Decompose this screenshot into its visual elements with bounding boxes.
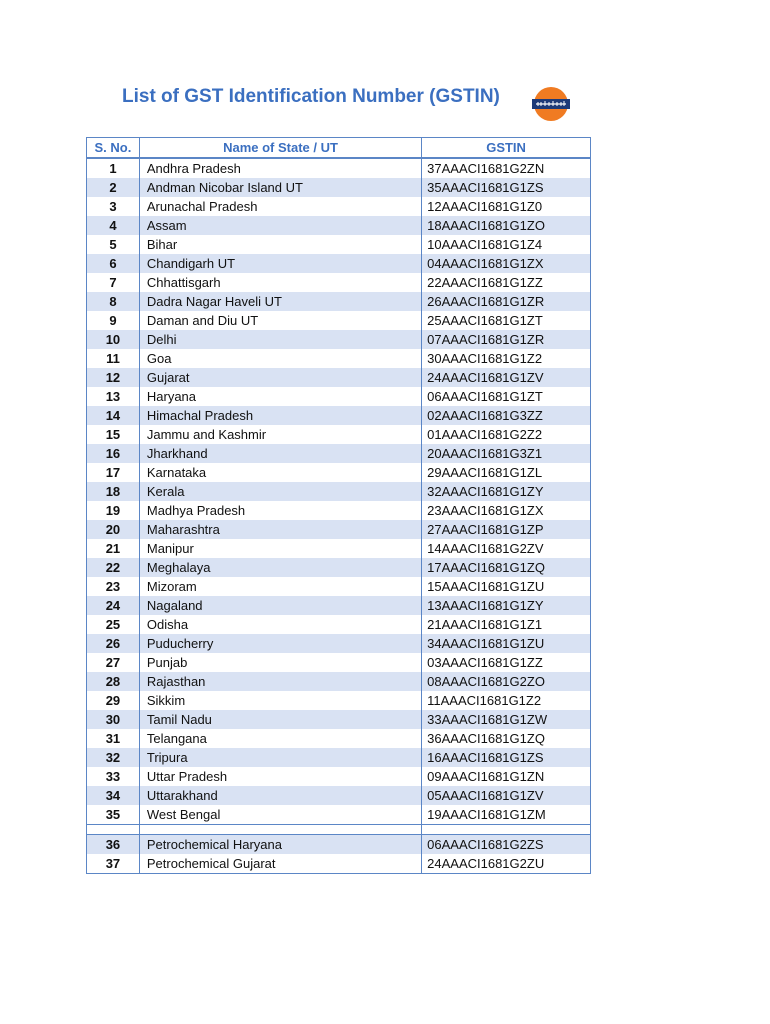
- gstin-cell: 05AAACI1681G1ZV: [422, 786, 591, 805]
- state-name-cell: Karnataka: [139, 463, 421, 482]
- gstin-cell: 11AAACI1681G1Z2: [422, 691, 591, 710]
- serial-number-cell: 7: [87, 273, 140, 292]
- gstin-cell: 29AAACI1681G1ZL: [422, 463, 591, 482]
- state-name-cell: Chandigarh UT: [139, 254, 421, 273]
- state-name-cell: Bihar: [139, 235, 421, 254]
- serial-number-cell: 21: [87, 539, 140, 558]
- gstin-cell: 06AAACI1681G2ZS: [422, 835, 591, 855]
- column-header-sno: S. No.: [87, 138, 140, 159]
- gstin-cell: 17AAACI1681G1ZQ: [422, 558, 591, 577]
- serial-number-cell: 10: [87, 330, 140, 349]
- state-name-cell: Arunachal Pradesh: [139, 197, 421, 216]
- gstin-cell: 10AAACI1681G1Z4: [422, 235, 591, 254]
- state-name-cell: West Bengal: [139, 805, 421, 825]
- state-name-cell: Daman and Diu UT: [139, 311, 421, 330]
- serial-number-cell: 13: [87, 387, 140, 406]
- serial-number-cell: 19: [87, 501, 140, 520]
- serial-number-cell: 12: [87, 368, 140, 387]
- gstin-cell: 34AAACI1681G1ZU: [422, 634, 591, 653]
- serial-number-cell: 35: [87, 805, 140, 825]
- table-row: [87, 691, 591, 710]
- serial-number-cell: 17: [87, 463, 140, 482]
- table-row: [87, 387, 591, 406]
- state-name-cell: Petrochemical Gujarat: [139, 854, 421, 874]
- gstin-cell: 23AAACI1681G1ZX: [422, 501, 591, 520]
- serial-number-cell: 22: [87, 558, 140, 577]
- table-header-row: [87, 138, 591, 159]
- table-row: [87, 634, 591, 653]
- serial-number-cell: 28: [87, 672, 140, 691]
- table-row: [87, 710, 591, 729]
- gstin-cell: 15AAACI1681G1ZU: [422, 577, 591, 596]
- table-row: [87, 197, 591, 216]
- spacer-cell: [139, 825, 421, 835]
- table-row: [87, 311, 591, 330]
- gstin-cell: 04AAACI1681G1ZX: [422, 254, 591, 273]
- gstin-cell: 07AAACI1681G1ZR: [422, 330, 591, 349]
- serial-number-cell: 27: [87, 653, 140, 672]
- gstin-cell: 22AAACI1681G1ZZ: [422, 273, 591, 292]
- table-body: [87, 158, 591, 874]
- serial-number-cell: 33: [87, 767, 140, 786]
- gstin-cell: 26AAACI1681G1ZR: [422, 292, 591, 311]
- serial-number-cell: 1: [87, 158, 140, 178]
- spacer-cell: [422, 825, 591, 835]
- state-name-cell: Sikkim: [139, 691, 421, 710]
- state-name-cell: Tripura: [139, 748, 421, 767]
- table-row: [87, 577, 591, 596]
- serial-number-cell: 9: [87, 311, 140, 330]
- serial-number-cell: 16: [87, 444, 140, 463]
- state-name-cell: Uttar Pradesh: [139, 767, 421, 786]
- table-row: [87, 254, 591, 273]
- serial-number-cell: 11: [87, 349, 140, 368]
- state-name-cell: Odisha: [139, 615, 421, 634]
- gstin-cell: 01AAACI1681G2Z2: [422, 425, 591, 444]
- gstin-cell: 06AAACI1681G1ZT: [422, 387, 591, 406]
- state-name-cell: Petrochemical Haryana: [139, 835, 421, 855]
- gstin-cell: 36AAACI1681G1ZQ: [422, 729, 591, 748]
- serial-number-cell: 4: [87, 216, 140, 235]
- gstin-cell: 27AAACI1681G1ZP: [422, 520, 591, 539]
- state-name-cell: Andhra Pradesh: [139, 158, 421, 178]
- table-row: [87, 835, 591, 855]
- gstin-cell: 20AAACI1681G3Z1: [422, 444, 591, 463]
- table-row: [87, 482, 591, 501]
- page-title: List of GST Identification Number (GSTIN): [122, 86, 500, 107]
- state-name-cell: Kerala: [139, 482, 421, 501]
- table-row: [87, 558, 591, 577]
- table-row: [87, 158, 591, 178]
- gstin-cell: 13AAACI1681G1ZY: [422, 596, 591, 615]
- table-row: [87, 672, 591, 691]
- gstin-cell: 18AAACI1681G1ZO: [422, 216, 591, 235]
- table-row: [87, 273, 591, 292]
- serial-number-cell: 20: [87, 520, 140, 539]
- state-name-cell: Andman Nicobar Island UT: [139, 178, 421, 197]
- state-name-cell: Goa: [139, 349, 421, 368]
- gstin-cell: 25AAACI1681G1ZT: [422, 311, 591, 330]
- serial-number-cell: 30: [87, 710, 140, 729]
- gstin-cell: 30AAACI1681G1Z2: [422, 349, 591, 368]
- serial-number-cell: 32: [87, 748, 140, 767]
- gstin-cell: 09AAACI1681G1ZN: [422, 767, 591, 786]
- column-header-state: Name of State / UT: [139, 138, 421, 159]
- serial-number-cell: 37: [87, 854, 140, 874]
- table-row: [87, 786, 591, 805]
- table-row: [87, 729, 591, 748]
- gstin-cell: 37AAACI1681G2ZN: [422, 158, 591, 178]
- table-row: [87, 748, 591, 767]
- table-row: [87, 216, 591, 235]
- table-row: [87, 767, 591, 786]
- table-spacer-row: [87, 825, 591, 835]
- serial-number-cell: 25: [87, 615, 140, 634]
- gstin-cell: 19AAACI1681G1ZM: [422, 805, 591, 825]
- gstin-cell: 35AAACI1681G1ZS: [422, 178, 591, 197]
- serial-number-cell: 15: [87, 425, 140, 444]
- table-row: [87, 501, 591, 520]
- serial-number-cell: 31: [87, 729, 140, 748]
- state-name-cell: Nagaland: [139, 596, 421, 615]
- table-row: [87, 292, 591, 311]
- gstin-cell: 16AAACI1681G1ZS: [422, 748, 591, 767]
- state-name-cell: Tamil Nadu: [139, 710, 421, 729]
- gstin-cell: 03AAACI1681G1ZZ: [422, 653, 591, 672]
- state-name-cell: Chhattisgarh: [139, 273, 421, 292]
- serial-number-cell: 6: [87, 254, 140, 273]
- serial-number-cell: 3: [87, 197, 140, 216]
- table-row: [87, 520, 591, 539]
- state-name-cell: Uttarakhand: [139, 786, 421, 805]
- state-name-cell: Dadra Nagar Haveli UT: [139, 292, 421, 311]
- state-name-cell: Haryana: [139, 387, 421, 406]
- gstin-cell: 24AAACI1681G1ZV: [422, 368, 591, 387]
- gstin-cell: 12AAACI1681G1Z0: [422, 197, 591, 216]
- state-name-cell: Meghalaya: [139, 558, 421, 577]
- table-row: [87, 539, 591, 558]
- table-row: [87, 805, 591, 825]
- state-name-cell: Jammu and Kashmir: [139, 425, 421, 444]
- table-row: [87, 653, 591, 672]
- serial-number-cell: 8: [87, 292, 140, 311]
- table-row: [87, 854, 591, 874]
- table-row: [87, 615, 591, 634]
- state-name-cell: Mizoram: [139, 577, 421, 596]
- gstin-cell: 32AAACI1681G1ZY: [422, 482, 591, 501]
- serial-number-cell: 29: [87, 691, 140, 710]
- table-row: [87, 235, 591, 254]
- state-name-cell: Maharashtra: [139, 520, 421, 539]
- table-row: [87, 596, 591, 615]
- state-name-cell: Delhi: [139, 330, 421, 349]
- gstin-cell: 14AAACI1681G2ZV: [422, 539, 591, 558]
- table-row: [87, 463, 591, 482]
- serial-number-cell: 24: [87, 596, 140, 615]
- state-name-cell: Puducherry: [139, 634, 421, 653]
- indianoil-logo-icon: [528, 86, 574, 122]
- gstin-table: [86, 137, 591, 874]
- gstin-cell: 24AAACI1681G2ZU: [422, 854, 591, 874]
- state-name-cell: Jharkhand: [139, 444, 421, 463]
- table-row: [87, 178, 591, 197]
- spacer-cell: [87, 825, 140, 835]
- serial-number-cell: 23: [87, 577, 140, 596]
- gstin-cell: 33AAACI1681G1ZW: [422, 710, 591, 729]
- column-header-gstin: GSTIN: [422, 138, 591, 159]
- state-name-cell: Assam: [139, 216, 421, 235]
- state-name-cell: Rajasthan: [139, 672, 421, 691]
- table-row: [87, 444, 591, 463]
- table-row: [87, 349, 591, 368]
- state-name-cell: Gujarat: [139, 368, 421, 387]
- state-name-cell: Himachal Pradesh: [139, 406, 421, 425]
- state-name-cell: Madhya Pradesh: [139, 501, 421, 520]
- table-row: [87, 406, 591, 425]
- serial-number-cell: 36: [87, 835, 140, 855]
- table-row: [87, 330, 591, 349]
- gstin-cell: 02AAACI1681G3ZZ: [422, 406, 591, 425]
- state-name-cell: Telangana: [139, 729, 421, 748]
- state-name-cell: Manipur: [139, 539, 421, 558]
- serial-number-cell: 14: [87, 406, 140, 425]
- serial-number-cell: 2: [87, 178, 140, 197]
- serial-number-cell: 34: [87, 786, 140, 805]
- table-row: [87, 425, 591, 444]
- table-row: [87, 368, 591, 387]
- serial-number-cell: 5: [87, 235, 140, 254]
- gstin-cell: 08AAACI1681G2ZO: [422, 672, 591, 691]
- gstin-cell: 21AAACI1681G1Z1: [422, 615, 591, 634]
- state-name-cell: Punjab: [139, 653, 421, 672]
- serial-number-cell: 18: [87, 482, 140, 501]
- serial-number-cell: 26: [87, 634, 140, 653]
